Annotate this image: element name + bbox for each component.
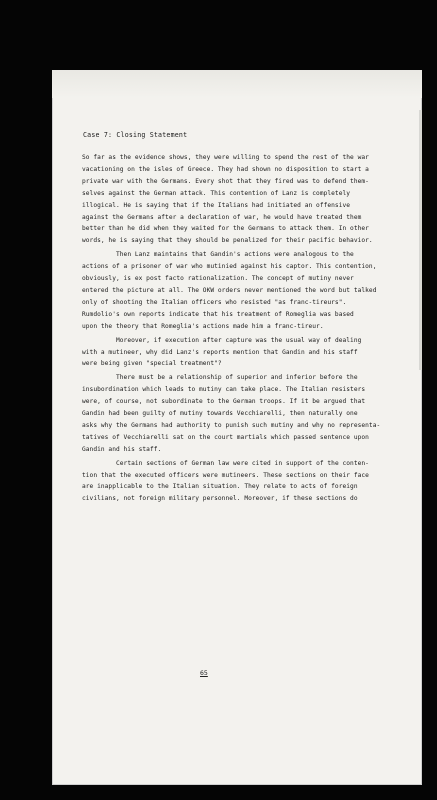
text-line: upon the theory that Romeglia's actions made him a franc-tireur.: [82, 322, 324, 330]
text-line: with a mutineer, why did Lanz's reports mention that Gandin and his staff: [82, 348, 358, 356]
text-line: were, of course, not subordinate to the German troops. If it be argued that: [82, 398, 366, 406]
document-body: [82, 152, 414, 505]
text-line: asks why the Germans had authority to punish such mutiny and why no representa-: [82, 421, 381, 429]
text-line: civilians, not foreign military personnel. Moreover, if these sections do: [82, 495, 358, 503]
text-line: tion that the executed officers were mutineers. These sections on their face: [82, 471, 369, 479]
text-line: So far as the evidence shows, they were willing to spend the rest of the war: [82, 154, 369, 161]
text-line: Gandin had been guilty of mutiny towards Vecchiarelli, then naturally one: [82, 410, 358, 418]
text-line: against the Germans after a declaration of war, he would have treated them: [82, 213, 362, 221]
text-line: vacationing on the isles of Greece. They had shown no disposition to start a: [82, 165, 369, 173]
page-top-shading: [52, 70, 422, 98]
text-line: are inapplicable to the Italian situation. They relate to acts of foreign: [82, 483, 358, 491]
text-line: actions of a prisoner of war who mutinied against his captor. This contention,: [82, 263, 377, 271]
text-line: only of shooting the Italian officers who resisted "as franc-tireurs".: [82, 298, 347, 306]
text-line: Rumdolio's own reports indicate that his treatment of Romeglia was based: [82, 310, 354, 318]
text-line: entered the picture at all. The OKW orders never mentioned the word but talked: [82, 286, 377, 294]
text-line: words, he is saying that they should be penalized for their pacific behavior.: [82, 237, 373, 245]
text-line: illogical. He is saying that if the Italians had initiated an offensive: [82, 201, 351, 209]
text-line: Certain sections of German law were cited in support of the conten-: [116, 459, 369, 467]
page-number: 65: [200, 669, 208, 677]
text-line: tatives of Vecchiarelli sat on the court martials which passed sentence upon: [82, 433, 369, 441]
text-line: obviously, is ex post facto rationalization. The concept of mutiny never: [82, 275, 354, 283]
text-line: private war with the Germans. Every shot that they fired was to defend them-: [82, 177, 369, 185]
text-line: Gandin and his staff.: [82, 445, 162, 453]
text-line: better than he did when they waited for the Germans to attack them. In other: [82, 225, 369, 233]
text-line: insubordination which leads to mutiny can take place. The Italian resisters: [82, 386, 366, 394]
text-line: Then Lanz maintains that Gandin's actions were analogous to the: [116, 251, 354, 259]
document-heading: Case 7: Closing Statement: [83, 131, 188, 139]
text-line: were being given "special treatment"?: [82, 360, 222, 368]
page-edge: [419, 110, 422, 370]
text-line: There must be a relationship of superior and inferior before the: [116, 374, 358, 382]
text-line: selves against the German attack. This contention of Lanz is completely: [82, 189, 351, 197]
text-line: Moreover, if execution after capture was the usual way of dealing: [116, 336, 362, 344]
